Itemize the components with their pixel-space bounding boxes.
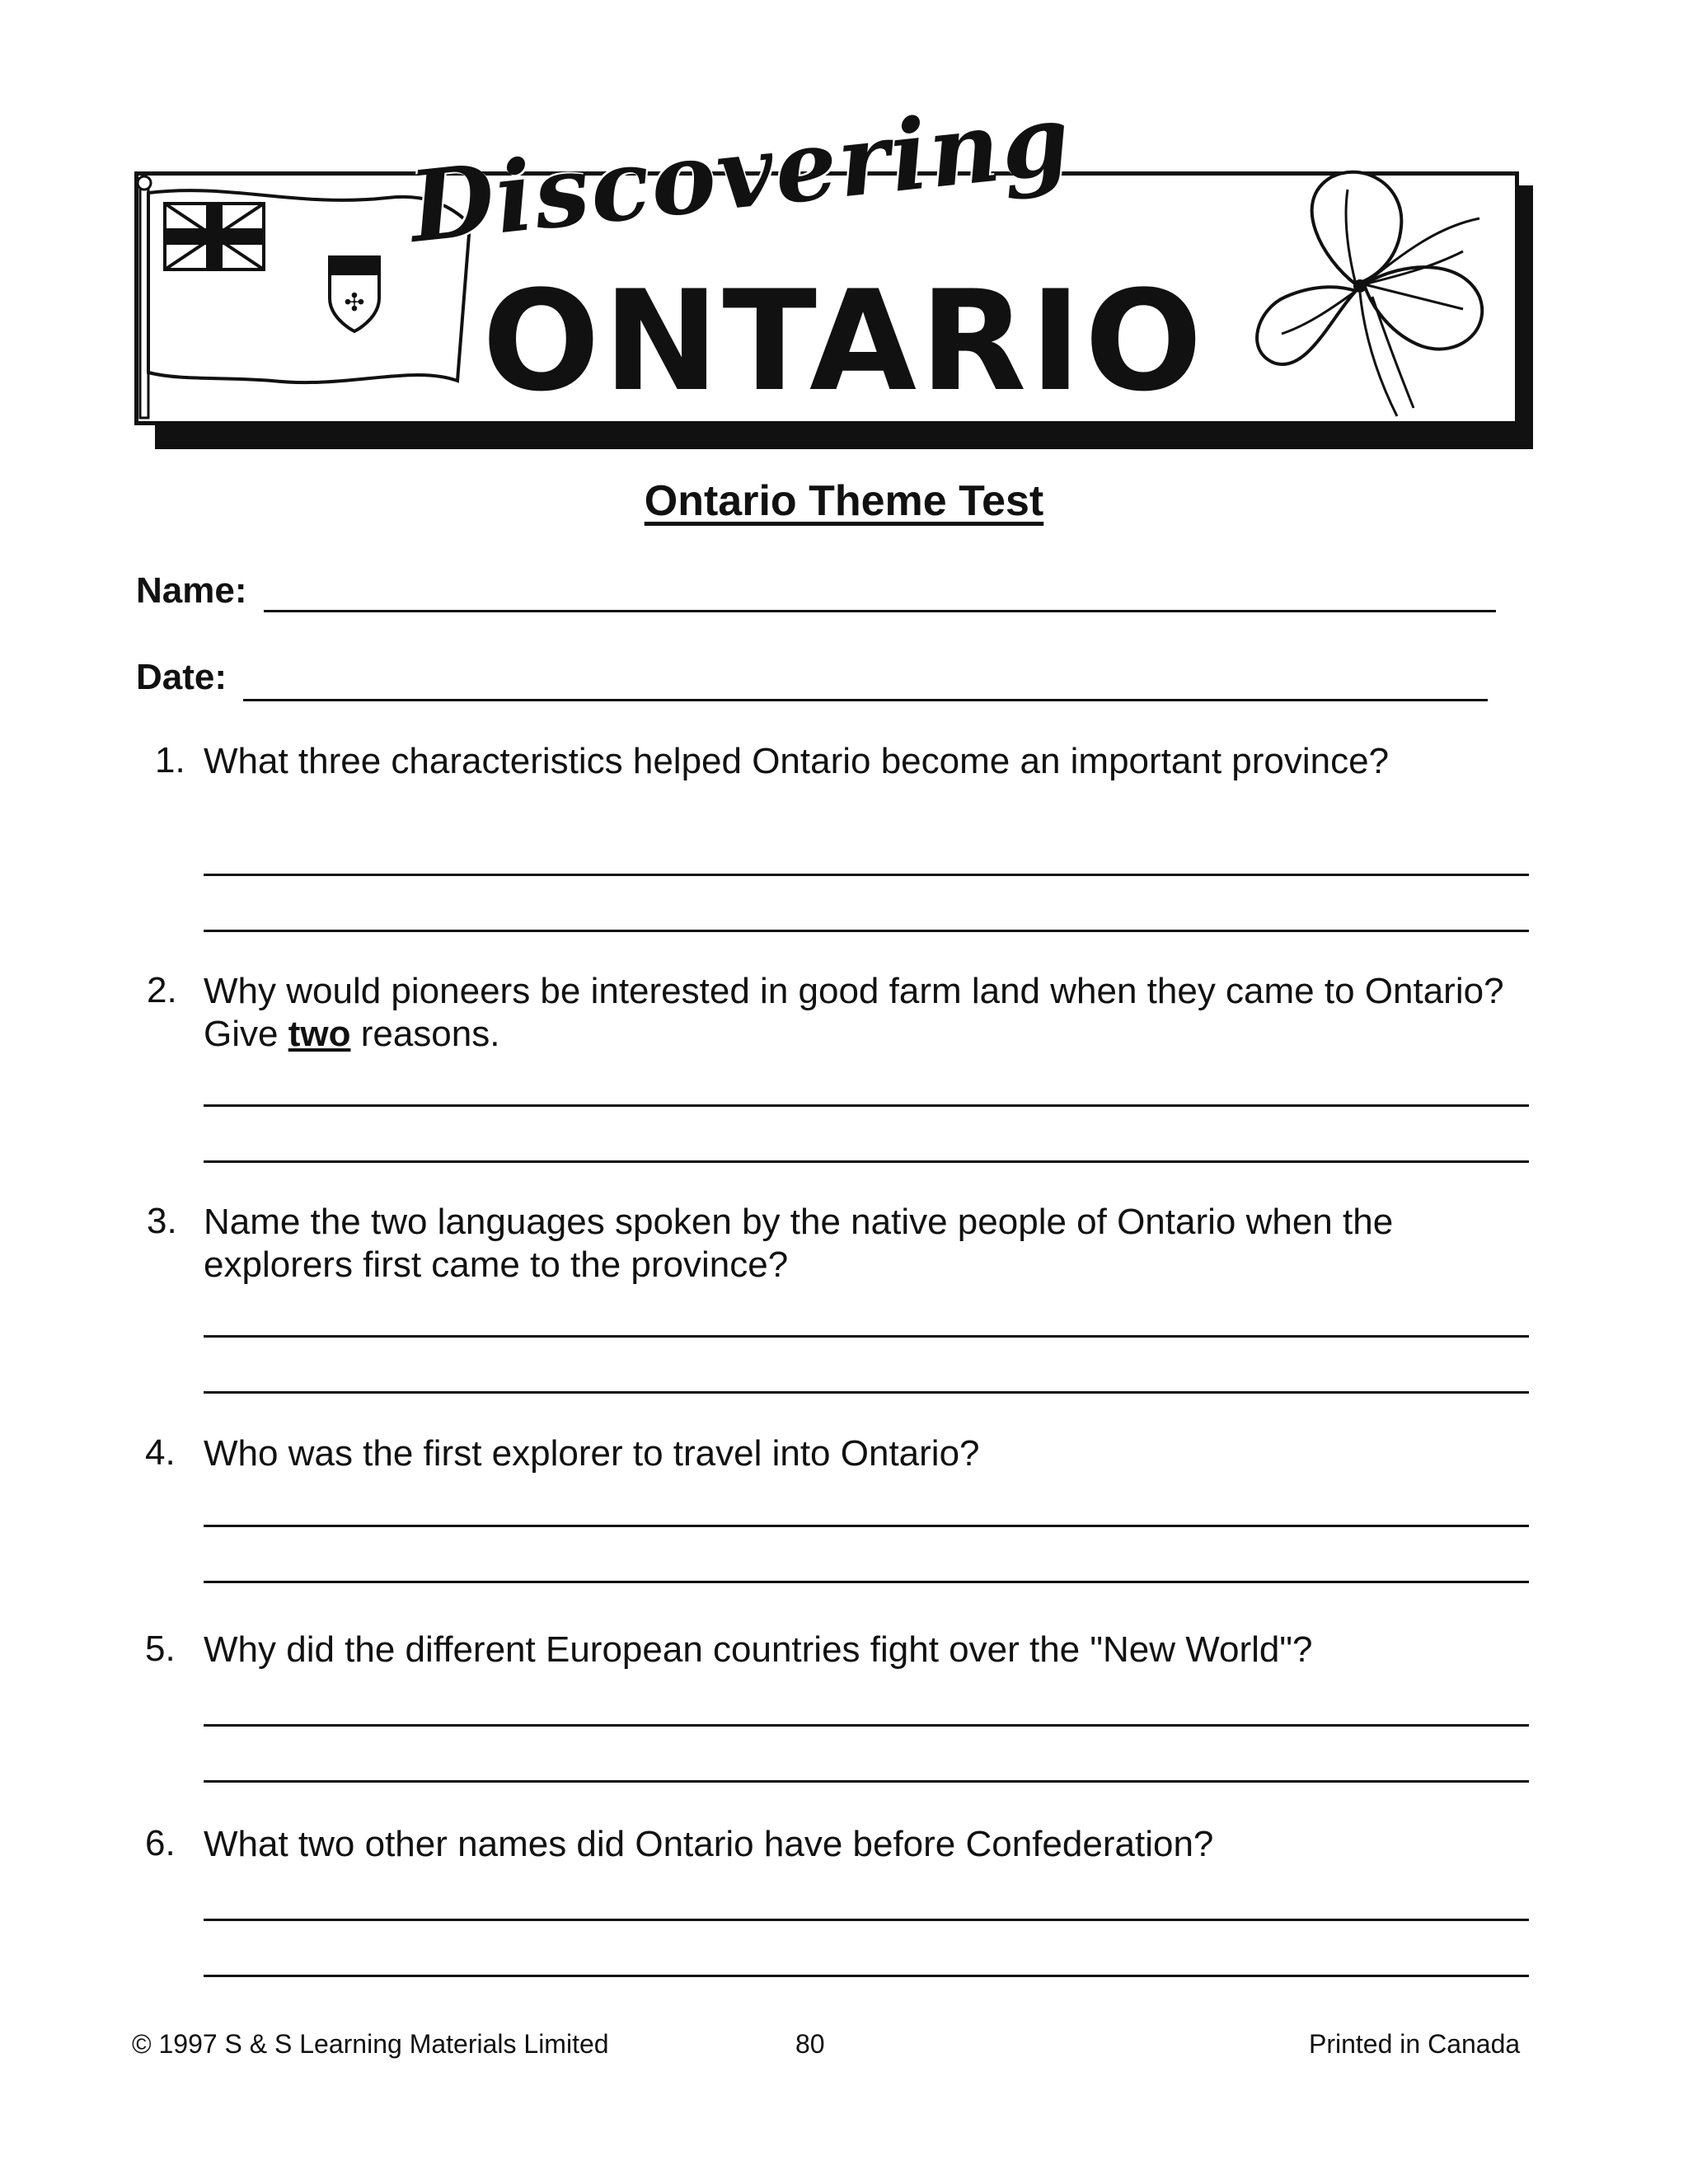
svg-text:✣: ✣ (344, 288, 365, 317)
answer-line[interactable] (204, 1525, 1529, 1527)
answer-line[interactable] (204, 1919, 1529, 1921)
date-label: Date: (136, 657, 227, 697)
question-text: Why did the different European countries fight over the "New World"? (204, 1629, 1313, 1670)
page-title: Ontario Theme Test (644, 477, 1044, 525)
name-answer-line[interactable] (264, 610, 1496, 612)
answer-line[interactable] (204, 1160, 1529, 1163)
answer-line[interactable] (204, 1975, 1529, 1977)
question-emphasis: two (288, 1014, 351, 1054)
answer-line[interactable] (204, 1780, 1529, 1783)
question-text: Who was the first explorer to travel into Ontario? (204, 1433, 980, 1474)
answer-line[interactable] (204, 1724, 1529, 1727)
footer-printed-in: Printed in Canada (1309, 2029, 1521, 2059)
answer-line[interactable] (204, 874, 1529, 876)
name-label: Name: (136, 570, 247, 611)
question-text: Name the two languages spoken by the native people of Ontario when the explorers first came to the province? (204, 1202, 1394, 1285)
answer-line[interactable] (204, 1104, 1529, 1107)
question-text: What two other names did Ontario have before Confederation? (204, 1824, 1214, 1864)
date-answer-line[interactable] (243, 699, 1488, 701)
banner-main-title: ONTARIO (482, 260, 1206, 422)
footer-copyright: © 1997 S & S Learning Materials Limited (132, 2029, 609, 2059)
footer-page-number: 80 (795, 2029, 825, 2059)
question-number: 4. (145, 1432, 176, 1473)
question-number: 1. (155, 740, 185, 780)
question-text: What three characteristics helped Ontario become an important province? (204, 741, 1390, 781)
question-number: 3. (147, 1201, 177, 1241)
answer-line[interactable] (204, 930, 1529, 932)
answer-line[interactable] (204, 1391, 1529, 1394)
question-text (204, 970, 1506, 1056)
question-text-part: reasons. (350, 1014, 500, 1054)
banner-script-title: Discovering (404, 81, 1076, 265)
answer-line[interactable] (204, 1335, 1529, 1338)
question-number: 6. (145, 1823, 176, 1863)
question-number: 5. (145, 1629, 176, 1669)
answer-line[interactable] (204, 1581, 1529, 1583)
trillium-flower-icon (1240, 161, 1512, 424)
question-text-part: Why would pioneers be interested in good farm land when they came to Ontario? Give (204, 971, 1504, 1054)
question-number: 2. (147, 970, 177, 1010)
